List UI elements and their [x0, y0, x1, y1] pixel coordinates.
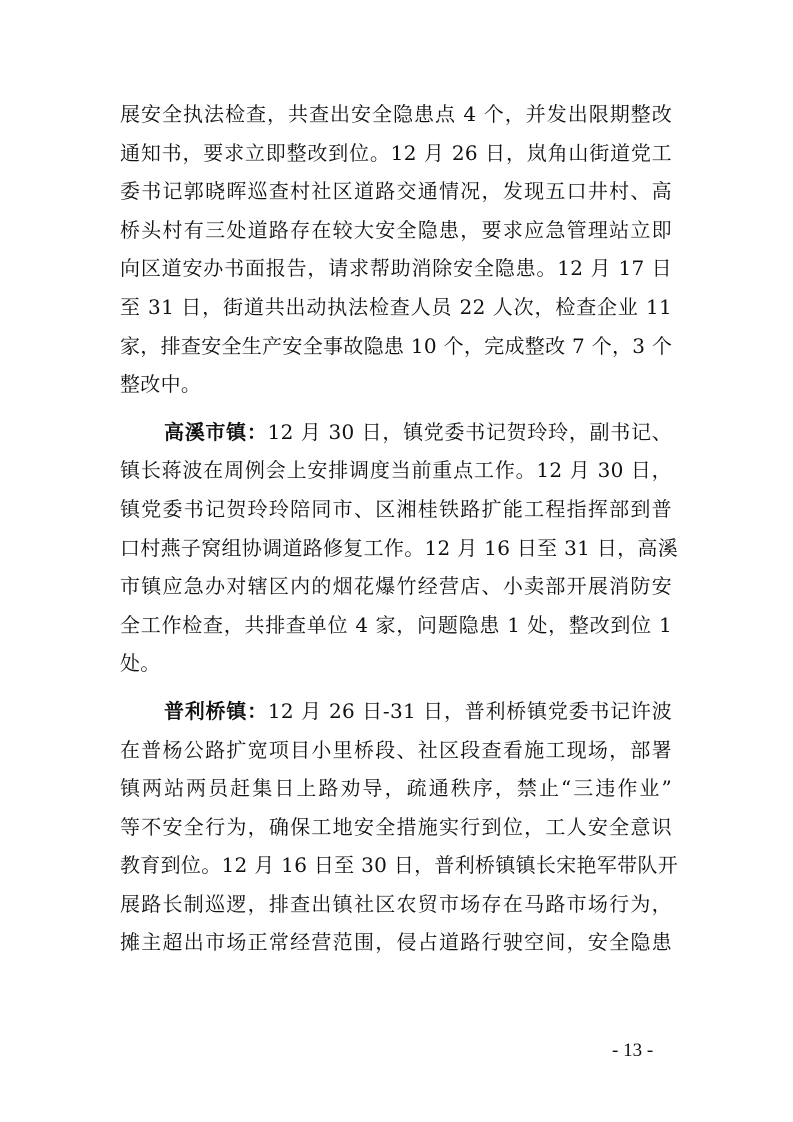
text-span: 12 月 30 日，镇党委书记贺玲玲，副书记、 — [267, 419, 672, 444]
text-line: 等不安全行为，确保工地安全措施实行到位，工人安全意识 — [120, 814, 672, 839]
text-line: 市镇应急办对辖区内的烟花爆竹经营店、小卖部开展消防安 — [120, 574, 672, 599]
text-line: 口村燕子窝组协调道路修复工作。12 月 16 日至 31 日，高溪 — [120, 535, 679, 560]
text-line: 通知书，要求立即整改到位。12 月 26 日，岚角山街道党工 — [120, 140, 672, 165]
text-line: 镇两站两员赶集日上路劝导，疏通秩序，禁止“三违作业” — [120, 776, 672, 801]
text-line: 镇长蒋波在周例会上安排调度当前重点工作。12 月 30 日， — [120, 458, 672, 483]
text-line — [120, 692, 672, 731]
text-line: 展安全执法检查，共查出安全隐患点 4 个，并发出限期整改 — [120, 102, 672, 126]
page-number: - 13 - — [612, 1040, 654, 1061]
paragraph — [120, 95, 672, 404]
text-line: 教育到位。12 月 16 日至 30 日，普利桥镇镇长宋艳军带队开 — [120, 853, 679, 878]
paragraph — [120, 692, 679, 962]
text-line: 向区道安办书面报告，请求帮助消除安全隐患。12 月 17 日 — [120, 256, 672, 281]
text-line: 在普杨公路扩宽项目小里桥段、社区段查看施工现场，部署 — [120, 737, 672, 762]
text-line: 整改中。 — [120, 372, 202, 397]
section-heading: 普利桥镇： — [164, 698, 268, 723]
text-line: 至 31 日，街道共出动执法检查人员 22 人次，检查企业 11 — [120, 294, 672, 319]
paragraph-gap — [120, 683, 672, 692]
text-line: 委书记郭晓晖巡查村社区道路交通情况，发现五口井村、高 — [120, 179, 672, 204]
body-text — [120, 95, 679, 962]
paragraph-gap — [120, 404, 672, 413]
text-line: 全工作检查，共排查单位 4 家，问题隐患 1 处，整改到位 1 — [120, 612, 672, 637]
text-span: 12 月 26 日-31 日，普利桥镇党委书记许波 — [267, 698, 673, 723]
text-line: 处。 — [120, 651, 161, 676]
section-heading: 高溪市镇： — [164, 419, 268, 444]
paragraph — [120, 413, 679, 683]
text-line: 摊主超出市场正常经营范围，侵占道路行驶空间，安全隐患 — [120, 930, 672, 955]
text-line: 桥头村有三处道路存在较大安全隐患，要求应急管理站立即 — [120, 217, 672, 242]
text-line: 展路长制巡逻，排查出镇社区农贸市场存在马路市场行为， — [120, 891, 672, 916]
text-line: 家，排查安全生产安全事故隐患 10 个，完成整改 7 个，3 个 — [120, 333, 673, 358]
text-line — [120, 413, 672, 452]
text-line: 镇党委书记贺玲玲陪同市、区湘桂铁路扩能工程指挥部到普 — [120, 496, 672, 521]
